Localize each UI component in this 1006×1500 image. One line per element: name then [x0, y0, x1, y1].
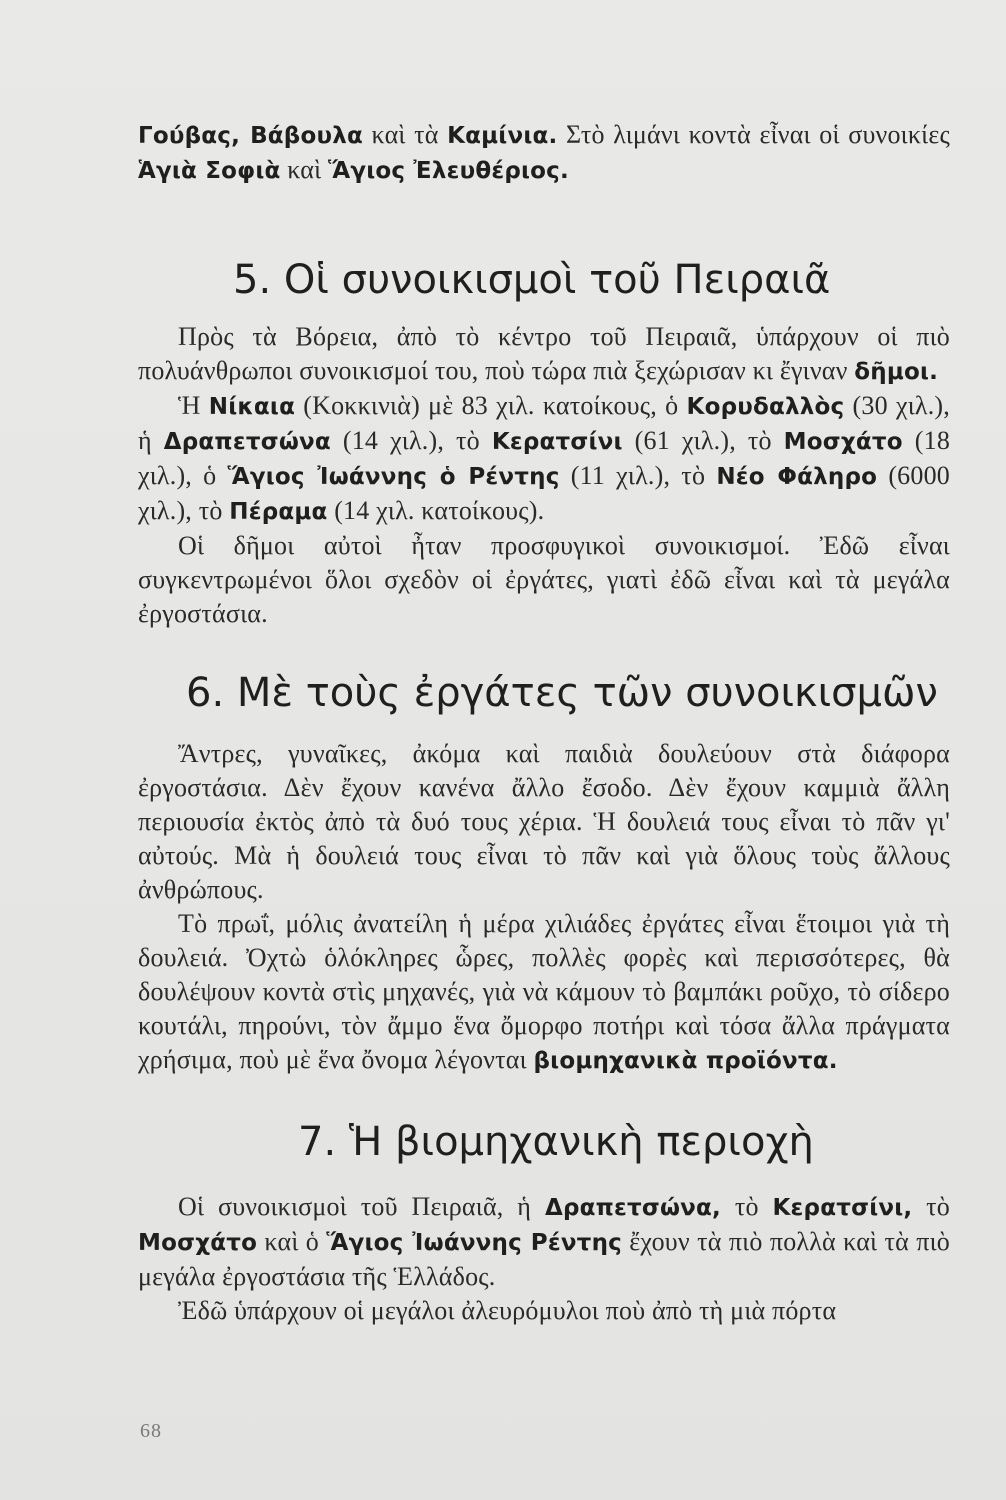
page-content: [138, 118, 950, 1328]
section-7-paragraph-2: Ἐδῶ ὑπάρχουν οἱ μεγάλοι ἀλευρόμυλοι ποὺ ἀπὸ τὴ μιὰ πόρτα: [178, 1296, 837, 1325]
bold-term: βιομηχανικὰ προϊόντα.: [533, 1048, 838, 1074]
place-name: Μοσχάτο: [138, 1230, 258, 1256]
text-run: καὶ: [280, 155, 329, 184]
place-name: Νέο Φάληρο: [716, 464, 878, 490]
section-6-paragraph-2: [138, 907, 950, 1078]
text-run: (6000 χιλ.), τὸ: [138, 461, 950, 525]
intro-paragraph: [138, 118, 950, 188]
place-name: Δραπετσώνα: [163, 429, 331, 455]
text-run: καὶ τὰ: [362, 120, 448, 149]
place-name: Γούβας, Βάβουλα: [138, 123, 363, 149]
place-name: Καμίνια.: [447, 123, 558, 149]
section-5-paragraph-3: Οἱ δῆμοι αὐτοὶ ἦταν προσφυγικοὶ συνοικισμοί. Ἐδῶ εἶναι συγκεντρωμένοι ὅλοι σχεδὸν οἱ ἐργάτες, γιατὶ ἐδῶ εἶναι καὶ τὰ μεγάλα ἐργοστάσια.: [138, 531, 950, 628]
place-name: Κερατσίνι,: [772, 1195, 913, 1221]
place-name: Νίκαια: [208, 394, 296, 420]
text-run: (18 χιλ.), ὁ: [138, 426, 951, 490]
place-name: Πέραμα: [229, 499, 328, 525]
section-5-paragraph-2: [138, 389, 950, 529]
text-run: τὸ: [721, 1192, 773, 1221]
text-run: (61 χιλ.), τὸ: [622, 426, 784, 455]
place-name: Δραπετσώνα,: [544, 1195, 721, 1221]
text-run: Τὸ πρωΐ, μόλις ἀνατείλη ἡ μέρα χιλιάδες ἐργάτες εἶναι ἕτοιμοι γιὰ τὴ δουλειά. Ὀχτὼ ὁλόκληρες ὧρες, πολλὲς φορὲς καὶ περισσότερες, θὰ δουλέψουν κοντὰ στὶς μηχανές, γιὰ νὰ κάμουν τὸ βαμπάκι ροῦχο, τὸ σίδερο κουτάλι, πηρούνι, τὸν ἄμμο ἕνα ὄμορφο ποτήρι καὶ τόσα ἄλλα πράγματα χρήσιμα, ποὺ μὲ ἕνα ὄνομα λέγονται: [138, 909, 950, 1074]
page-number: 68: [140, 1420, 162, 1442]
place-name: Ἅγιος Ἐλευθέριος.: [328, 158, 569, 184]
text-run: (Κοκκινιὰ) μὲ 83 χιλ. κατοίκους, ὁ: [295, 391, 687, 420]
place-name: Ἁγιὰ Σοφιὰ: [138, 158, 281, 184]
text-run: Ἡ: [178, 391, 209, 420]
text-run: Πρὸς τὰ Βόρεια, ἀπὸ τὸ κέντρο τοῦ Πειραιᾶ, ὑπάρχουν οἱ πιὸ πολυάνθρωποι συνοικισμοί του, ποὺ τώρα πιὰ ξεχώρισαν κι ἔγιναν: [138, 322, 950, 385]
section-7-heading: 7. Ἡ βιομηχανικὴ περιοχὴ: [298, 1119, 814, 1165]
section-6-heading: 6. Μὲ τοὺς ἐργάτες τῶν συνοικισμῶν: [186, 670, 938, 716]
section-5-paragraph-1: [138, 320, 950, 389]
text-run: (30 χιλ.), ἡ: [138, 391, 950, 455]
text-run: (14 χιλ. κατοίκους).: [327, 496, 545, 525]
text-run: Στὸ λιμάνι κοντὰ εἶναι οἱ συνοικίες: [557, 120, 950, 149]
place-name: Μοσχάτο: [783, 429, 903, 455]
text-run: Οἱ συνοικισμοὶ τοῦ Πειραιᾶ, ἡ: [178, 1192, 545, 1221]
text-run: καὶ ὁ: [257, 1227, 327, 1256]
text-run: (14 χιλ.), τὸ: [330, 426, 492, 455]
place-name: Ἅγιος Ἰωάννης Ρέντης: [326, 1230, 622, 1256]
text-run: τὸ: [912, 1192, 951, 1221]
section-5-heading: 5. Οἱ συνοικισμοὶ τοῦ Πειραιᾶ: [233, 257, 831, 303]
section-6-paragraph-1: Ἄντρες, γυναῖκες, ἀκόμα καὶ παιδιὰ δουλεύουν στὰ διάφορα ἐργοστάσια. Δὲν ἔχουν κανένα ἄλλο ἔσοδο. Δὲν ἔχουν καμμιὰ ἄλλη περιουσία ἐκτὸς ἀπὸ τὰ δυό τους χέρια. Ἡ δουλειά τους εἶναι τὸ πᾶν γι' αὐτούς. Μὰ ἡ δουλειά τους εἶναι τὸ πᾶν καὶ γιὰ ὅλους τοὺς ἄλλους ἀνθρώπους.: [138, 739, 950, 904]
place-name: Κερατσίνι: [491, 429, 623, 455]
text-run: ἔχουν τὰ πιὸ πολλὰ καὶ τὰ πιὸ μεγάλα ἐργοστάσια τῆς Ἑλλάδος.: [138, 1227, 950, 1291]
bold-term: δῆμοι.: [854, 359, 939, 385]
place-name: Ἅγιος Ἰωάννης ὁ Ρέντης: [227, 464, 560, 490]
text-run: (11 χιλ.), τὸ: [559, 461, 717, 490]
section-7-paragraph-1: [138, 1190, 950, 1294]
place-name: Κορυδαλλὸς: [686, 394, 845, 420]
